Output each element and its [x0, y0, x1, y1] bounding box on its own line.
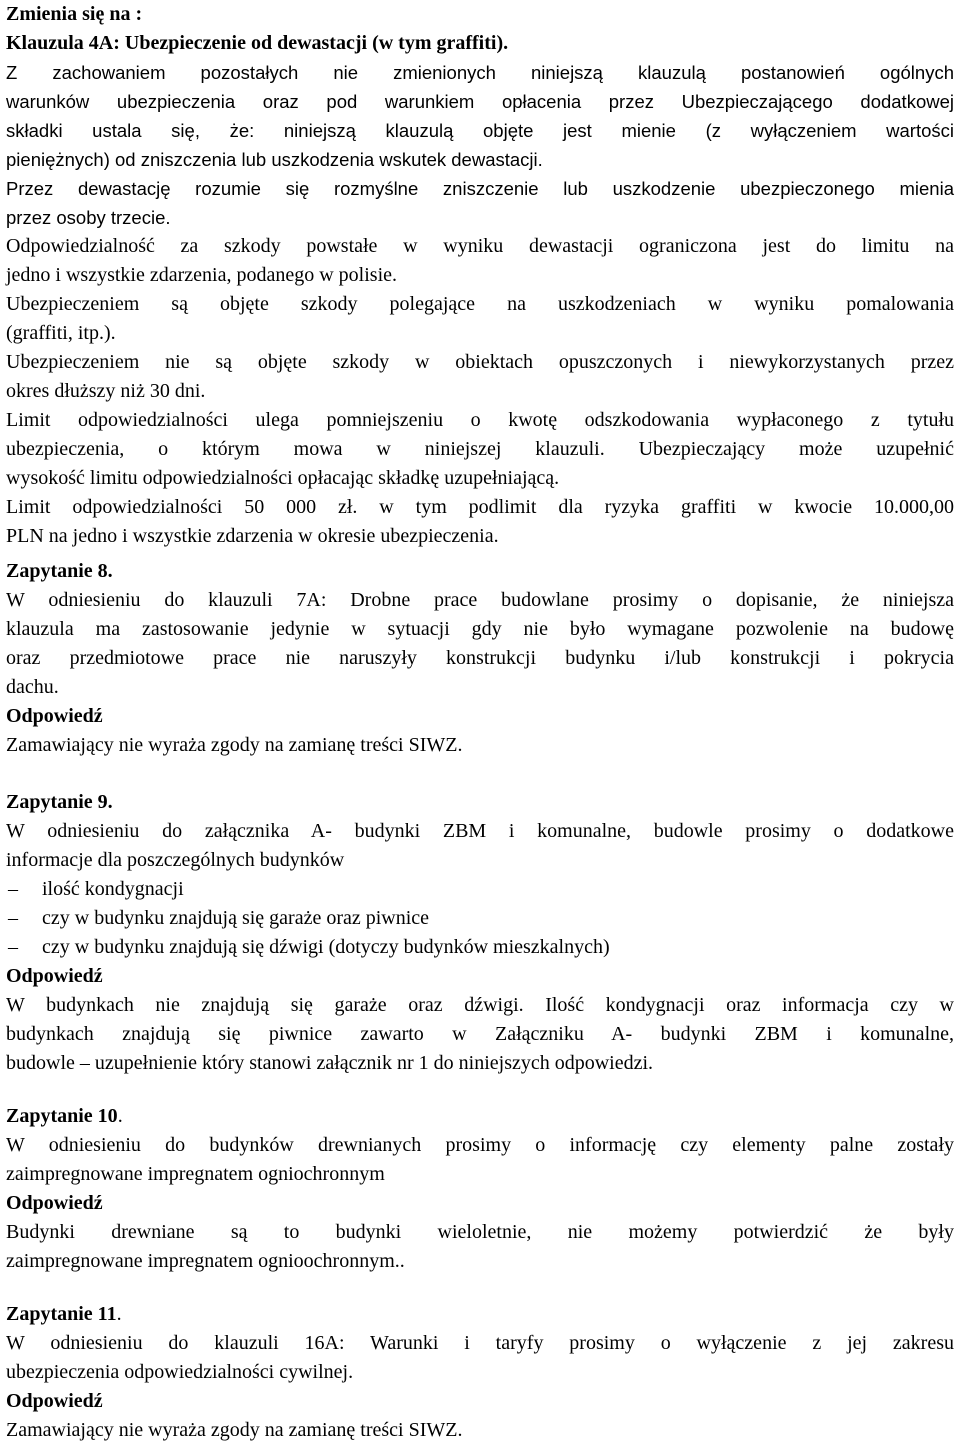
text-line: ubezpieczenia odpowiedzialności cywilnej. — [6, 1361, 354, 1383]
text-line: informacje dla poszczególnych budynków — [6, 849, 345, 871]
dash-bullet: – — [8, 907, 18, 929]
dash-bullet: – — [8, 878, 18, 900]
text-line: PLN na jedno i wszystkie zdarzenia w okresie ubezpieczenia. — [6, 525, 499, 547]
spacer — [6, 1276, 954, 1300]
clause-title: Klauzula 4A: Ubezpieczenie od dewastacji (w tym graffiti). — [6, 32, 509, 54]
question-8 — [6, 557, 954, 760]
text-line: oraz przedmiotowe prace nie naruszyły konstrukcji budynku i/lub konstrukcji i pokrycia — [6, 647, 954, 669]
text-line: Limit odpowiedzialności ulega pomniejszeniu o kwotę odszkodowania wypłaconego z tytułu — [6, 409, 954, 431]
text-line: W odniesieniu do budynków drewnianych prosimy o informację czy elementy palne zostały — [6, 1134, 954, 1156]
bullet-text: czy w budynku znajdują się garaże oraz piwnice — [42, 907, 430, 929]
answer-label: Odpowiedź — [6, 1192, 103, 1214]
text-line: okres dłuższy niż 30 dni. — [6, 380, 206, 402]
question-heading-dot: . — [117, 1105, 123, 1127]
clause-paragraph-6 — [6, 406, 954, 493]
question-9 — [6, 788, 954, 1078]
text-line: (graffiti, itp.). — [6, 322, 116, 344]
clause-paragraph-5 — [6, 348, 954, 406]
question-heading — [6, 1102, 954, 1131]
clause-paragraph-7 — [6, 493, 954, 551]
text-line: ubezpieczenia, o którym mowa w niniejszej klauzuli. Ubezpieczający może uzupełnić — [6, 438, 954, 460]
text-line: Z zachowaniem pozostałych nie zmienionych niniejszą klauzulą postanowień ogólnych — [6, 62, 954, 83]
clause-paragraph-1 — [6, 58, 954, 174]
text-line: Ubezpieczeniem nie są objęte szkody w obiektach opuszczonych i niewykorzystanych przez — [6, 351, 954, 373]
question-heading: Zapytanie 9. — [6, 791, 113, 813]
spacer — [6, 1078, 954, 1102]
changes-label: Zmienia się na : — [6, 3, 143, 25]
spacer — [6, 760, 954, 788]
text-line: W budynkach nie znajdują się garaże oraz dźwigi. Ilość kondygnacji oraz informacja czy w — [6, 994, 954, 1016]
question-heading-text: Zapytanie 10 — [6, 1105, 118, 1127]
text-line: Limit odpowiedzialności 50 000 zł. w tym podlimit dla ryzyka graffiti w kwocie 10.000,00 — [6, 496, 954, 518]
answer-label: Odpowiedź — [6, 705, 103, 727]
text-line: warunków ubezpieczenia oraz pod warunkiem opłacenia przez Ubezpieczającego dodatkowej — [6, 91, 954, 112]
bullet-text: czy w budynku znajdują się dźwigi (dotyczy budynków mieszkalnych) — [42, 936, 610, 958]
question-heading-dot: . — [116, 1303, 122, 1325]
text-line: zaimpregnowane impregnatem ogniochronnym — [6, 1163, 385, 1185]
bullet-item — [6, 933, 954, 962]
text-line: jedno i wszystkie zdarzenia, podanego w polisie. — [6, 264, 397, 286]
text-line: W odniesieniu do klauzuli 7A: Drobne prace budowlane prosimy o dopisanie, że niniejsza — [6, 589, 954, 611]
text-line: Ubezpieczeniem są objęte szkody polegające na uszkodzeniach w wyniku pomalowania — [6, 293, 954, 315]
bullet-text: ilość kondygnacji — [42, 878, 184, 900]
text-line: klauzula ma zastosowanie jedynie w sytuacji gdy nie było wymagane pozwolenie na budowę — [6, 618, 954, 640]
text-line: Odpowiedzialność za szkody powstałe w wyniku dewastacji ograniczona jest do limitu na — [6, 235, 954, 257]
answer-label: Odpowiedź — [6, 965, 103, 987]
text-line: wysokość limitu odpowiedzialności opłacając składkę uzupełniającą. — [6, 467, 560, 489]
text-line: składki ustala się, że: niniejszą klauzulą objęte jest mienie (z wyłączeniem wartości — [6, 120, 954, 141]
answer-label: Odpowiedź — [6, 1390, 103, 1412]
question-heading: Zapytanie 8. — [6, 560, 113, 582]
text-line: budowle – uzupełnienie który stanowi załącznik nr 1 do niniejszych odpowiedzi. — [6, 1052, 654, 1074]
question-heading — [6, 1300, 954, 1329]
text-line: zaimpregnowane impregnatem ognioochronnym.. — [6, 1250, 405, 1272]
answer-text: Zamawiający nie wyraża zgody na zamianę treści SIWZ. — [6, 734, 463, 756]
dash-bullet: – — [8, 936, 18, 958]
text-line: dachu. — [6, 676, 59, 698]
clause-paragraph-4 — [6, 290, 954, 348]
text-line: pieniężnych) od zniszczenia lub uszkodzenia wskutek dewastacji. — [6, 149, 543, 170]
text-line: W odniesieniu do załącznika A- budynki ZBM i komunalne, budowle prosimy o dodatkowe — [6, 820, 954, 842]
clause-paragraph-2 — [6, 174, 954, 232]
text-line: Budynki drewniane są to budynki wieloletnie, nie możemy potwierdzić że były — [6, 1221, 954, 1243]
answer-text: Zamawiający nie wyraża zgody na zamianę treści SIWZ. — [6, 1419, 463, 1441]
question-10 — [6, 1102, 954, 1276]
text-line: Przez dewastację rozumie się rozmyślne zniszczenie lub uszkodzenie ubezpieczonego mienia — [6, 178, 954, 199]
bullet-item — [6, 875, 954, 904]
text-line: budynkach znajdują się piwnice zawarto w Załączniku A- budynki ZBM i komunalne, — [6, 1023, 954, 1045]
text-line: przez osoby trzecie. — [6, 207, 171, 228]
question-heading-text: Zapytanie 11 — [6, 1303, 117, 1325]
text-line: W odniesieniu do klauzuli 16A: Warunki i taryfy prosimy o wyłączenie z jej zakresu — [6, 1332, 954, 1354]
question-11 — [6, 1300, 954, 1445]
clause-paragraph-3 — [6, 232, 954, 290]
bullet-item — [6, 904, 954, 933]
